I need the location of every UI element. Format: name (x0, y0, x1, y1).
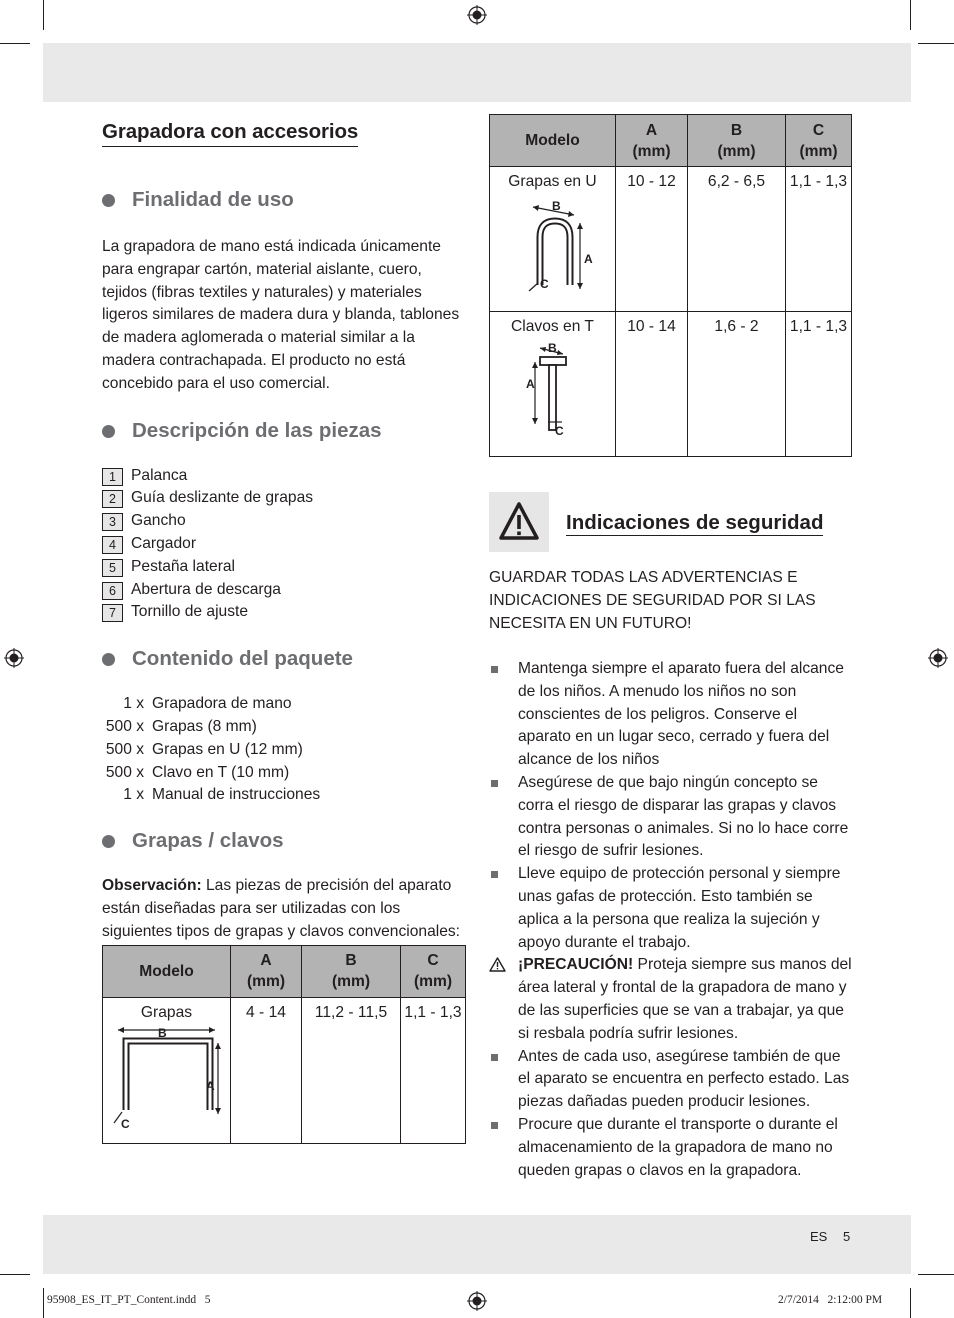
part-label: Abertura de descarga (131, 580, 281, 598)
part-number: 7 (102, 604, 123, 622)
part-number: 2 (102, 490, 123, 508)
quantity: 500 x (105, 763, 144, 781)
table-header-row (103, 945, 466, 997)
footer-language: ES (810, 1229, 828, 1244)
table-header-row (490, 115, 852, 167)
section-heading-finalidad (102, 186, 466, 214)
crop-mark (918, 43, 954, 44)
list-item (102, 556, 466, 579)
list-item (489, 658, 852, 772)
quantity: 1 x (123, 786, 144, 804)
item-label: Grapas (8 mm) (152, 717, 257, 735)
dimension-label: A (583, 252, 593, 266)
list-item (102, 716, 466, 739)
a-cell: 10 - 14 (616, 312, 688, 457)
bullet-text: Mantenga siempre el aparato fuera del alcance de los niños. A menudo los niños no son conscientes de los peligros. Conserve el aparato en un lugar seco, cerrado y fuera del alcance de los niños (518, 660, 844, 769)
section-title: Finalidad de uso (132, 188, 294, 211)
c-cell: 1,1 - 1,3 (786, 312, 852, 457)
b-cell: 6,2 - 6,5 (688, 167, 786, 312)
section-title: Grapas / clavos (132, 829, 284, 853)
part-label: Gancho (131, 512, 186, 530)
column-header-modelo: Modelo (490, 115, 616, 167)
crop-mark (0, 1274, 30, 1275)
dimension-label: A (205, 1078, 215, 1093)
dimension-label: C (120, 1116, 130, 1131)
square-bullet-icon (491, 871, 498, 878)
square-bullet-icon (491, 666, 498, 673)
bullet-text: Procure que durante el transporte o durante el almacenamiento de la grapadora de mano no queden grapas o clavos en la grapadora. (518, 1115, 838, 1179)
observacion-body: Las piezas de precisión del aparato están diseñadas para ser utilizadas con los siguientes tipos de grapas y clavos convencionales: (102, 877, 461, 940)
list-item (102, 762, 466, 785)
registration-mark-icon (4, 648, 24, 668)
bullet-dot-icon (102, 653, 115, 666)
quantity: 500 x (105, 717, 144, 735)
list-item (102, 784, 466, 807)
package-contents-list (102, 693, 466, 807)
page-number: 5 (843, 1229, 851, 1244)
list-item (102, 693, 466, 716)
bullet-text: Lleve equipo de protección personal y siempre unas gafas de protección. Esto también se aplica a la persona que realiza la sujeción y apoyo durante el trabajo. (518, 865, 841, 951)
part-label: Cargador (131, 534, 197, 552)
crop-mark (918, 1274, 954, 1275)
header-band (43, 43, 911, 102)
column-header-a: A (mm) (231, 945, 302, 997)
u-staples-nails-table (489, 114, 852, 457)
parts-list (102, 465, 466, 625)
part-number: 4 (102, 536, 123, 554)
caution-label: ¡PRECAUCIÓN! (518, 956, 634, 974)
quantity: 1 x (123, 695, 144, 713)
safety-title: Indicaciones de seguridad (566, 511, 824, 534)
bullet-text: Antes de cada uso, asegúrese también de que el aparato se encuentra en perfecto estado. Las piezas dañadas pueden producir lesiones. (518, 1047, 850, 1111)
dimension-label: C (554, 424, 564, 438)
b-cell: 1,6 - 2 (688, 312, 786, 457)
dimension-label: B (551, 199, 561, 213)
list-item (489, 954, 852, 1045)
part-number: 3 (102, 513, 123, 531)
c-cell: 1,1 - 1,3 (401, 997, 466, 1143)
bullet-text: Asegúrese de que bajo ningún concepto se corra el riesgo de disparar las grapas y clavos contra personas o animales. Si no lo hace corre el riesgo de sufrir lesiones. (518, 773, 849, 860)
part-number: 6 (102, 582, 123, 600)
square-bullet-icon (491, 780, 498, 787)
list-item (489, 772, 852, 863)
column-header-c: C (mm) (786, 115, 852, 167)
bullet-dot-icon (102, 835, 115, 848)
left-column (102, 118, 466, 1144)
warning-triangle-icon (489, 492, 549, 552)
table-row (103, 997, 466, 1143)
part-label: Guía deslizante de grapas (131, 489, 314, 507)
list-item (102, 533, 466, 556)
a-cell: 10 - 12 (616, 167, 688, 312)
u-staple-diagram-icon (518, 195, 593, 300)
slug-date: 2/7/2014 2:12:00 PM (778, 1294, 883, 1306)
dimension-label: C (539, 277, 549, 291)
section-heading-contenido (102, 645, 466, 673)
dimension-label: A (525, 377, 535, 391)
footer-band (43, 1215, 911, 1274)
b-cell: 11,2 - 11,5 (302, 997, 401, 1143)
part-label: Pestaña lateral (131, 557, 236, 575)
section-heading-grapas (102, 827, 466, 855)
column-header-b: B (mm) (302, 945, 401, 997)
list-item (489, 863, 852, 954)
list-item (102, 579, 466, 602)
column-header-a: A (mm) (616, 115, 688, 167)
right-column (489, 114, 852, 1182)
observacion-label: Observación: (102, 877, 202, 895)
safety-list (489, 658, 852, 1182)
crop-mark (910, 0, 911, 30)
crop-mark (0, 43, 30, 44)
square-bullet-icon (491, 1122, 498, 1129)
quantity: 500 x (105, 740, 144, 758)
part-number: 1 (102, 468, 123, 486)
list-item (489, 1046, 852, 1114)
crop-mark (43, 0, 44, 30)
safety-header (489, 492, 852, 552)
staple-diagram-icon (112, 1025, 222, 1131)
registration-mark-icon (928, 648, 948, 668)
part-label: Palanca (131, 466, 188, 484)
part-number: 5 (102, 559, 123, 577)
crop-mark (910, 1288, 911, 1318)
list-item (102, 487, 466, 510)
modelo-cell (490, 167, 616, 312)
warning-box (489, 492, 549, 552)
modelo-cell (490, 312, 616, 457)
observacion-text (102, 875, 466, 943)
registration-mark-icon (467, 5, 487, 25)
list-item (489, 1114, 852, 1182)
finalidad-text: La grapadora de mano está indicada únicamente para engrapar cartón, material aislante, cuero, tejidos (fibras textiles y naturales) y materiales ligeros similares de madera dura y blanda, tablones de madera aglomerada o material similar a la madera contrachapada. El producto no está concebido para el uso comercial. (102, 238, 460, 392)
list-item (102, 739, 466, 762)
table-row (490, 167, 852, 312)
table-row (490, 312, 852, 457)
section-title: Descripción de las piezas (132, 418, 382, 442)
t-nail-diagram-icon (518, 340, 588, 440)
modelo-cell (103, 997, 231, 1143)
bullet-dot-icon (102, 194, 115, 207)
square-bullet-icon (491, 1054, 498, 1061)
a-cell: 4 - 14 (231, 997, 302, 1143)
item-label: Grapas en U (12 mm) (152, 740, 303, 758)
dimension-label: B (157, 1025, 167, 1040)
section-title: Contenido del paquete (132, 647, 353, 671)
staples-table (102, 945, 466, 1144)
item-label: Clavo en T (10 mm) (152, 763, 290, 781)
list-item (102, 601, 466, 624)
list-item (102, 510, 466, 533)
modelo-label: Clavos en T (511, 318, 594, 335)
safety-caps-warning: GUARDAR TODAS LAS ADVERTENCIAS E INDICACIONES DE SEGURIDAD POR SI LAS NECESITA EN UN FUTURO! (489, 569, 816, 632)
part-label: Tornillo de ajuste (131, 603, 249, 621)
section-heading-descripcion (102, 417, 466, 445)
column-header-b: B (mm) (688, 115, 786, 167)
bullet-text: Proteja siempre sus manos del área lateral y frontal de la grapadora de mano y de las superficies que se van a trabajar, ya que si resbala podría sufrir lesiones. (518, 956, 852, 1042)
column-header-c: C (mm) (401, 945, 466, 997)
item-label: Grapadora de mano (152, 695, 292, 713)
caution-triangle-icon (489, 957, 506, 972)
list-item (102, 465, 466, 488)
dimension-label: B (547, 341, 557, 355)
modelo-label: Grapas en U (508, 173, 597, 190)
modelo-label: Grapas (140, 1003, 193, 1021)
registration-mark-icon (467, 1291, 487, 1311)
slug-filename: 95908_ES_IT_PT_Content.indd 5 (47, 1294, 211, 1306)
c-cell: 1,1 - 1,3 (786, 167, 852, 312)
crop-mark (43, 1288, 44, 1318)
column-header-modelo: Modelo (103, 945, 231, 997)
bullet-dot-icon (102, 425, 115, 438)
item-label: Manual de instrucciones (152, 786, 321, 804)
page-title: Grapadora con accesorios (102, 118, 358, 147)
